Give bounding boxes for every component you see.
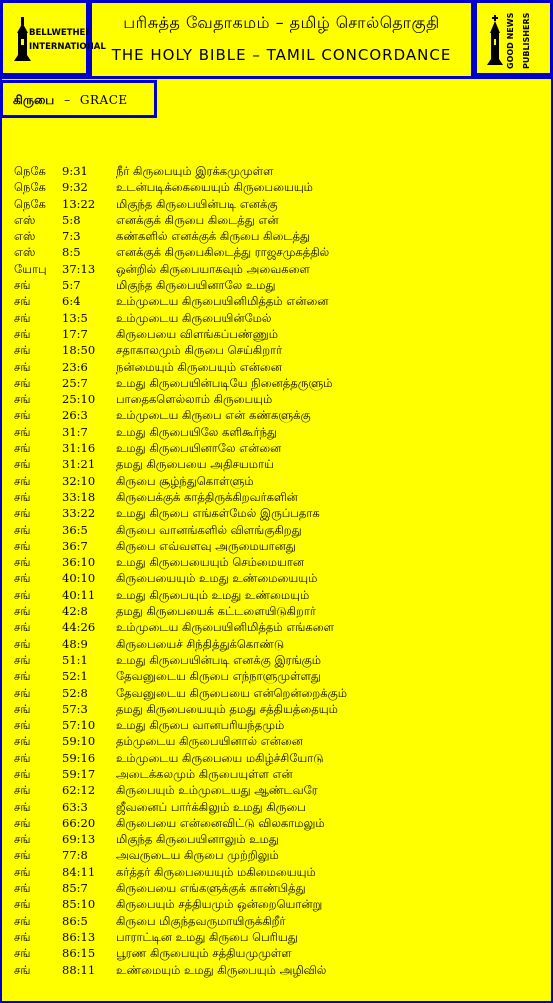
entry-reference: 25:7: [62, 375, 88, 390]
entry-text: கிருபையையும் உமது உண்மையையும்: [116, 571, 318, 586]
word-english: GRACE: [79, 93, 128, 107]
entry-book: சங்: [14, 652, 31, 667]
entry-text: உமது கிருபையினாலே என்னை: [116, 441, 282, 456]
list-item: [14, 244, 347, 260]
entry-text: பாராட்டின உமது கிருபை பெரியது: [116, 929, 298, 944]
entry-book: சங்: [14, 392, 31, 407]
entry-reference: 26:3: [62, 408, 88, 423]
list-item: [14, 815, 347, 831]
entry-reference: 13:22: [62, 196, 96, 211]
entry-reference: 37:13: [62, 261, 96, 276]
entry-book: சங்: [14, 506, 31, 521]
list-item: [14, 196, 347, 212]
entry-book: சங்: [14, 669, 31, 684]
entry-book: சங்: [14, 278, 31, 293]
entry-book: நெகே: [14, 196, 46, 211]
entry-reference: 51:1: [62, 652, 88, 667]
entry-book: சங்: [14, 685, 31, 700]
entry-reference: 59:10: [62, 734, 96, 749]
entry-text: தம்முடைய கிருபையினால் என்னை: [116, 734, 303, 749]
entry-text: கிருபையை எங்களுக்குக் காண்பித்து: [116, 881, 306, 896]
entry-reference: 44:26: [62, 620, 96, 635]
logo-right-line2: PUBLISHERS: [522, 12, 531, 69]
entry-text: உமது கிருபையின்படியே நினைத்தருளும்: [116, 375, 333, 390]
list-item: [14, 847, 347, 863]
entry-text: தமது கிருபையையும் தமது சத்தியத்தையும்: [116, 701, 338, 716]
entry-text: தமது கிருபையை அதிசயமாய்: [116, 457, 274, 472]
entry-text: மிகுந்த கிருபையினாலும் உமது: [116, 832, 279, 847]
entry-reference: 48:9: [62, 636, 88, 651]
entry-reference: 32:10: [62, 473, 96, 488]
entry-reference: 59:17: [62, 766, 96, 781]
entry-book: சங்: [14, 913, 31, 928]
entry-text: உமது கிருபை எங்கள்மேல் இருப்பதாக: [116, 506, 320, 521]
steeple-icon: [487, 15, 503, 65]
entry-book: சங்: [14, 897, 31, 912]
entry-text: தமது கிருபையைக் கட்டளையிடுகிறார்: [116, 604, 316, 619]
entry-book: நெகே: [14, 180, 46, 195]
entry-text: கிருபையை என்னைவிட்டு விலகாமலும்: [116, 815, 325, 830]
entry-book: சங்: [14, 538, 31, 553]
church-icon: [13, 17, 33, 63]
list-item: [14, 636, 347, 652]
entry-book: சங்: [14, 962, 31, 977]
entry-text: உமது கிருபையும் உமது உண்மையும்: [116, 587, 310, 602]
list-item: [14, 440, 347, 456]
entry-text: உமது கிருபை வானபரியந்தமும்: [116, 718, 285, 733]
entry-book: சங்: [14, 718, 31, 733]
list-item: [14, 929, 347, 945]
list-item: [14, 782, 347, 798]
entry-book: எஸ்: [14, 212, 36, 227]
entry-text: உம்முடைய கிருபையின்மேல்: [116, 310, 272, 325]
list-item: [14, 896, 347, 912]
entry-text: தேவனுடைய கிருபை எந்நாளுமுள்ளது: [116, 669, 321, 684]
header-divider: [0, 76, 553, 79]
entry-reference: 31:21: [62, 457, 96, 472]
list-item: [14, 212, 347, 228]
entry-book: சங்: [14, 457, 31, 472]
word-tamil: கிருபை: [13, 93, 55, 107]
entry-book: சங்: [14, 424, 31, 439]
entry-reference: 23:6: [62, 359, 88, 374]
entry-text: கிருபை எவ்வளவு அருமையானது: [116, 538, 296, 553]
list-item: [14, 554, 347, 570]
list-item: [14, 424, 347, 440]
entry-reference: 59:16: [62, 750, 96, 765]
entry-reference: 6:4: [62, 294, 81, 309]
entry-reference: 52:1: [62, 669, 88, 684]
list-item: [14, 277, 347, 293]
entry-text: உம்முடைய கிருபையினிமித்தம் என்னை: [116, 294, 329, 309]
list-item: [14, 913, 347, 929]
entry-reference: 42:8: [62, 604, 88, 619]
bellwether-logo: [0, 0, 106, 76]
entry-text: பாதைகளெல்லாம் கிருபையும்: [116, 392, 273, 407]
list-item: [14, 603, 347, 619]
entry-reference: 36:7: [62, 538, 88, 553]
entry-book: யோபு: [14, 261, 47, 276]
list-item: [14, 342, 347, 358]
list-item: [14, 685, 347, 701]
entry-text: கர்த்தர் கிருபையையும் மகிமையையும்: [116, 864, 316, 879]
list-item: [14, 326, 347, 342]
entry-text: உண்மையும் உமது கிருபையும் அழிவில்: [116, 962, 327, 977]
entry-reference: 18:50: [62, 343, 96, 358]
entry-reference: 86:15: [62, 946, 96, 961]
entry-book: சங்: [14, 832, 31, 847]
entry-reference: 36:10: [62, 555, 96, 570]
entry-reference: 86:13: [62, 929, 96, 944]
entry-book: எஸ்: [14, 229, 36, 244]
entry-book: சங்: [14, 946, 31, 961]
list-item: [14, 701, 347, 717]
title-box: [89, 0, 474, 79]
entry-book: சங்: [14, 375, 31, 390]
entry-book: சங்: [14, 750, 31, 765]
entry-book: சங்: [14, 701, 31, 716]
entry-book: சங்: [14, 620, 31, 635]
entry-text: கிருபையைச் சிந்தித்துக்கொண்டு: [116, 636, 285, 651]
entry-text: எனக்குக் கிருபை கிடைத்து என்: [116, 212, 279, 227]
entry-reference: 63:3: [62, 799, 88, 814]
list-item: [14, 668, 347, 684]
entry-book: சங்: [14, 441, 31, 456]
list-item: [14, 538, 347, 554]
entry-reference: 25:10: [62, 392, 96, 407]
entry-book: சங்: [14, 604, 31, 619]
good-news-logo: [474, 0, 553, 76]
entry-text: உம்முடைய கிருபையை மகிழ்ச்சியோடு: [116, 750, 324, 765]
entry-reference: 85:10: [62, 897, 96, 912]
entry-text: தேவனுடைய கிருபையை என்றென்றைக்கும்: [116, 685, 347, 700]
concordance-list: [14, 163, 347, 978]
entry-text: கிருபையும் உம்முடையது ஆண்டவரே: [116, 783, 318, 798]
list-item: [14, 522, 347, 538]
entry-reference: 77:8: [62, 848, 88, 863]
list-item: [14, 407, 347, 423]
list-item: [14, 489, 347, 505]
entry-reference: 66:20: [62, 815, 96, 830]
word-heading: [0, 80, 157, 118]
entry-reference: 52:8: [62, 685, 88, 700]
list-item: [14, 945, 347, 961]
entry-text: கிருபை சூழ்ந்துகொள்ளும்: [116, 473, 254, 488]
entry-reference: 84:11: [62, 864, 96, 879]
entry-reference: 33:18: [62, 489, 96, 504]
entry-reference: 9:31: [62, 164, 88, 178]
list-item: [14, 228, 347, 244]
entry-book: சங்: [14, 864, 31, 879]
entry-text: கிருபையை விளங்கப்பண்ணும்: [116, 326, 278, 341]
entry-reference: 17:7: [62, 326, 88, 341]
entry-reference: 57:10: [62, 718, 96, 733]
entry-reference: 8:5: [62, 245, 81, 260]
entry-text: மிகுந்த கிருபையின்படி எனக்கு: [116, 196, 278, 211]
entry-reference: 40:11: [62, 587, 96, 602]
list-item: [14, 799, 347, 815]
list-item: [14, 391, 347, 407]
entry-book: சங்: [14, 587, 31, 602]
entry-text: கிருபை மிகுந்தவருமாயிருக்கிறீர்: [116, 913, 286, 928]
list-item: [14, 310, 347, 326]
list-item: [14, 733, 347, 749]
entry-reference: 5:8: [62, 212, 81, 227]
entry-text: மிகுந்த கிருபையினாலே உமது: [116, 278, 276, 293]
entry-book: சங்: [14, 310, 31, 325]
logo-left-line1: BELLWETHER: [29, 28, 92, 38]
entry-book: சங்: [14, 766, 31, 781]
entry-reference: 36:5: [62, 522, 88, 537]
list-item: [14, 750, 347, 766]
entry-book: சங்: [14, 929, 31, 944]
entry-reference: 88:11: [62, 962, 96, 977]
logo-left-line2: INTERNATIONAL: [29, 42, 106, 52]
entry-text: உமது கிருபையின்படி எனக்கு இரங்கும்: [116, 652, 322, 667]
entry-book: சங்: [14, 326, 31, 341]
title-english: THE HOLY BIBLE – TAMIL CONCORDANCE: [111, 46, 452, 64]
entry-reference: 69:13: [62, 832, 96, 847]
list-item: [14, 261, 347, 277]
list-item: [14, 293, 347, 309]
entry-reference: 9:32: [62, 180, 88, 195]
entry-text: உமது கிருபையையும் செம்மையான: [116, 555, 305, 570]
entry-text: ஜீவனைப் பார்க்கிலும் உமது கிருபை: [116, 799, 306, 814]
entry-book: சங்: [14, 881, 31, 896]
entry-text: கிருபையும் சத்தியமும் ஒன்றையொன்று: [116, 897, 323, 912]
list-item: [14, 587, 347, 603]
list-item: [14, 375, 347, 391]
list-item: [14, 179, 347, 195]
entry-text: பூரண கிருபையும் சத்தியமுமுள்ள: [116, 946, 292, 961]
entry-text: ஒன்றில் கிருபையாகவும் அவைகளை: [116, 261, 310, 276]
list-item: [14, 962, 347, 978]
entry-book: சங்: [14, 359, 31, 374]
entry-text: சதாகாலமும் கிருபை செய்கிறார்: [116, 343, 283, 358]
entry-book: சங்: [14, 473, 31, 488]
entry-reference: 13:5: [62, 310, 88, 325]
entry-text: நன்மையும் கிருபையும் என்னை: [116, 359, 282, 374]
list-item: [14, 864, 347, 880]
list-item: [14, 570, 347, 586]
list-item: [14, 505, 347, 521]
entry-book: சங்: [14, 522, 31, 537]
entry-text: உம்முடைய கிருபையினிமித்தம் எங்களை: [116, 620, 334, 635]
list-item: [14, 619, 347, 635]
list-item: [14, 652, 347, 668]
entry-book: சங்: [14, 799, 31, 814]
entry-text: உடன்படிக்கையையும் கிருபையையும்: [116, 180, 313, 195]
list-item: [14, 359, 347, 375]
entry-book: சங்: [14, 636, 31, 651]
entry-reference: 31:7: [62, 424, 88, 439]
entry-book: நெகே: [14, 164, 46, 178]
entry-text: கிருபைக்குக் காத்திருக்கிறவர்களின்: [116, 489, 298, 504]
entry-book: சங்: [14, 734, 31, 749]
word-separator: –: [64, 93, 71, 107]
entry-text: எனக்குக் கிருபைகிடைத்து ராஜசமுகத்தில்: [116, 245, 330, 260]
title-tamil: பரிசுத்த வேதாகமம் – தமிழ் சொல்தொகுதி: [123, 13, 440, 32]
entry-text: அவருடைய கிருபை முற்றிலும்: [116, 848, 279, 863]
entry-reference: 31:16: [62, 441, 96, 456]
entry-book: சங்: [14, 555, 31, 570]
entry-text: நீர் கிருபையும் இரக்கமுமுள்ள: [116, 164, 274, 178]
entry-book: எஸ்: [14, 245, 36, 260]
list-item: [14, 766, 347, 782]
list-item: [14, 456, 347, 472]
entry-reference: 86:5: [62, 913, 88, 928]
entry-reference: 57:3: [62, 701, 88, 716]
list-item: [14, 831, 347, 847]
entry-book: சங்: [14, 848, 31, 863]
entry-book: சங்: [14, 294, 31, 309]
entry-book: சங்: [14, 343, 31, 358]
entry-reference: 40:10: [62, 571, 96, 586]
entry-text: கண்களில் எனக்குக் கிருபை கிடைத்து: [116, 229, 311, 244]
entry-book: சங்: [14, 408, 31, 423]
entry-reference: 85:7: [62, 881, 88, 896]
logo-right-line1: GOOD NEWS: [506, 12, 515, 69]
entry-book: சங்: [14, 489, 31, 504]
entry-book: சங்: [14, 783, 31, 798]
entry-reference: 33:22: [62, 506, 96, 521]
list-item: [14, 473, 347, 489]
entry-reference: 7:3: [62, 229, 81, 244]
list-item: [14, 880, 347, 896]
list-item: [14, 163, 347, 179]
list-item: [14, 717, 347, 733]
entry-text: கிருபை வானங்களில் விளங்குகிறது: [116, 522, 302, 537]
entry-book: சங்: [14, 815, 31, 830]
entry-text: உம்முடைய கிருபை என் கண்களுக்கு: [116, 408, 311, 423]
entry-reference: 62:12: [62, 783, 96, 798]
entry-text: உமது கிருபையிலே களிகூர்ந்து: [116, 424, 277, 439]
entry-book: சங்: [14, 571, 31, 586]
entry-reference: 5:7: [62, 278, 81, 293]
entry-text: அடைக்கலமும் கிருபையுள்ள என்: [116, 766, 293, 781]
